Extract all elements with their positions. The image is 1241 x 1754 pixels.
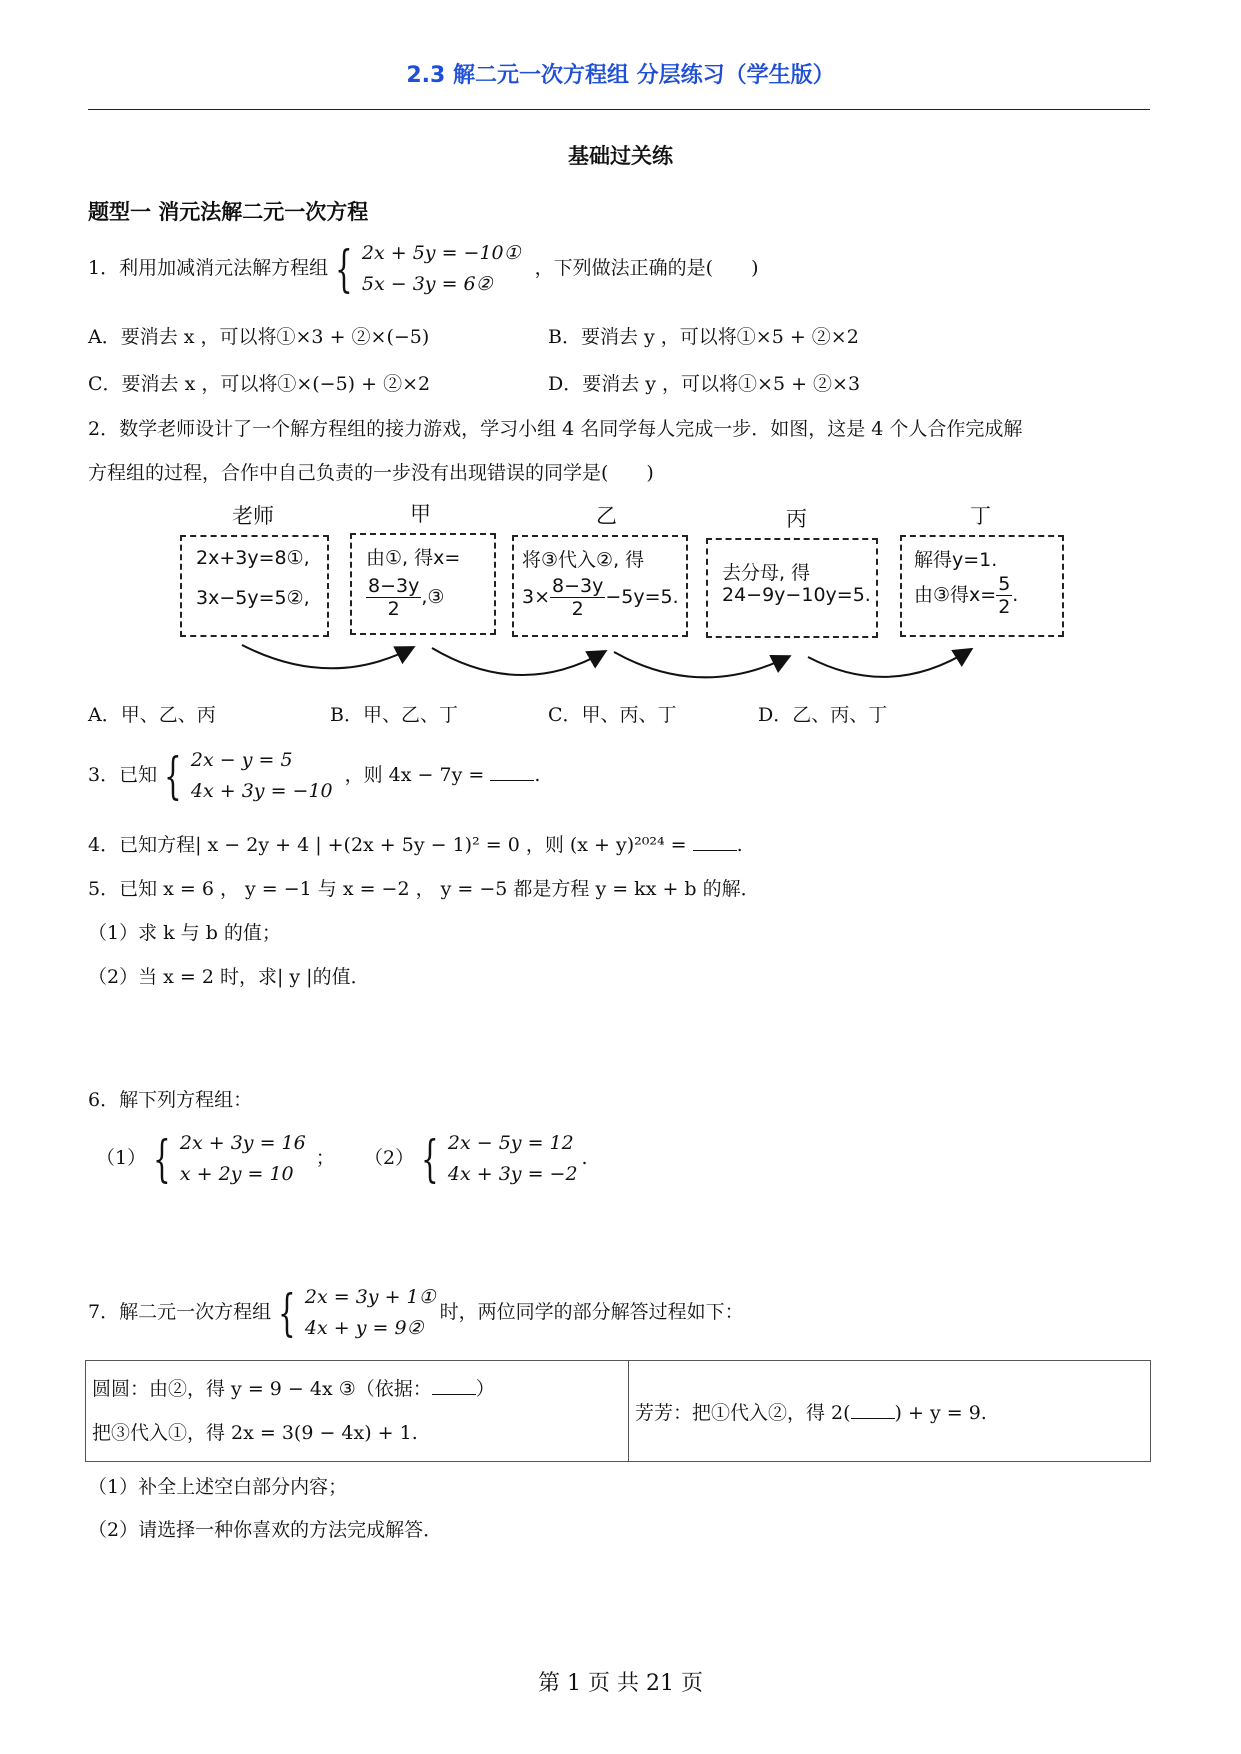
q2-option-d[interactable]: D．乙、丙、丁 xyxy=(758,704,888,726)
ding-den: 2 xyxy=(998,596,1011,618)
q7-prefix: 7．解二元一次方程组 xyxy=(88,1301,272,1323)
q6-system-1: （1） { 2x + 3y = 16 x + 2y = 10 ； xyxy=(96,1130,335,1188)
q7-fangfang-cell xyxy=(629,1361,1151,1462)
q7-substitution-blank[interactable] xyxy=(851,1400,895,1419)
q6-s2-eq2: 4x + 3y = −2 xyxy=(447,1163,578,1185)
q1-system: { 2x + 5y = −10① 5x − 3y = 6② xyxy=(335,240,521,298)
arrow-teacher-to-jia xyxy=(242,645,412,668)
q6-system-2: （2） { 2x − 5y = 12 4x + 3y = −2 . xyxy=(364,1130,588,1188)
q1-option-d[interactable]: D．要消去 y ，可以将①×5 + ②×3 xyxy=(548,373,861,395)
q4-text: 4．已知方程| x − 2y + 4 | +(2x + 5y − 1)² = 0 ，则 (x + y)²⁰²⁴ = xyxy=(88,834,687,856)
q2-option-b[interactable]: B．甲、乙、丁 xyxy=(330,704,458,726)
q7-eq2: 4x + y = 9② xyxy=(304,1317,424,1339)
q7-basis-blank[interactable] xyxy=(432,1376,476,1395)
q6-s1-label: （1） xyxy=(96,1147,147,1169)
q2-line-1: 2．数学老师设计了一个解方程组的接力游戏，学习小组 4 名同学每人完成一步．如图，这是 4 个人合作完成解 xyxy=(88,418,1023,440)
ding-post: . xyxy=(1012,584,1019,606)
jia-den: 2 xyxy=(387,598,400,620)
teacher-eq2: 3x−5y=5②, xyxy=(196,587,310,609)
bing-line-1: 去分母, 得 xyxy=(722,562,811,584)
step-name-teacher: 老师 xyxy=(232,504,274,528)
page-footer: 第 1 页 共 21 页 xyxy=(538,1671,703,1696)
yi-post: −5y=5. xyxy=(605,586,679,608)
step-name-bing: 丙 xyxy=(786,507,807,531)
q3-suffix: ，则 4x − 7y = xyxy=(344,764,485,786)
q7-eq1: 2x = 3y + 1① xyxy=(304,1286,436,1308)
step-name-jia: 甲 xyxy=(410,502,431,526)
ding-num: 5 xyxy=(998,573,1011,595)
q4-answer-blank[interactable] xyxy=(693,832,737,851)
page-title: 2.3 解二元一次方程组 分层练习（学生版） xyxy=(406,63,835,88)
q4-end: . xyxy=(736,834,743,856)
q7-left-line-1: 圆圆：由②，得 y = 9 − 4x ③（依据： xyxy=(92,1378,432,1400)
q7-part-1: （1）补全上述空白部分内容； xyxy=(88,1476,348,1498)
q3-system: { 2x − y = 5 4x + 3y = −10 xyxy=(164,747,333,805)
question-4 xyxy=(88,830,743,857)
q7-solution-table xyxy=(85,1360,1151,1462)
q5-part-2: （2）当 x = 2 时，求| y |的值． xyxy=(88,966,370,988)
q5-part-1: （1）求 k 与 b 的值； xyxy=(88,922,281,944)
q7-right-text-a: 芳芳：把①代入②，得 2( xyxy=(635,1401,851,1424)
yi-line: 将③代入②, 得 xyxy=(522,549,645,571)
arrow-bing-to-ding xyxy=(808,650,970,677)
q7-part-2: （2）请选择一种你喜欢的方法完成解答． xyxy=(88,1519,443,1541)
jia-num: 8−3y xyxy=(368,575,420,597)
relay-arrows xyxy=(0,0,1241,700)
yi-pre: 3× xyxy=(522,586,551,608)
jia-line: 由①, 得x= xyxy=(366,547,461,569)
q3-eq1: 2x − y = 5 xyxy=(190,749,293,771)
arrow-jia-to-yi xyxy=(432,648,604,675)
q3-prefix: 3．已知 xyxy=(88,764,158,786)
yi-den: 2 xyxy=(571,598,584,620)
q7-system: { 2x = 3y + 1① 4x + y = 9② xyxy=(278,1284,436,1342)
q2-line-2: 方程组的过程，合作中自己负责的一步没有出现错误的同学是( ) xyxy=(88,462,654,484)
step-name-ding: 丁 xyxy=(970,504,991,528)
q1-option-b[interactable]: B．要消去 y ，可以将①×5 + ②×2 xyxy=(548,326,859,348)
section-title: 基础过关练 xyxy=(568,144,673,168)
q1-option-a[interactable]: A．要消去 x ，可以将①×3 + ②×(−5) xyxy=(88,326,430,348)
q6-text: 6．解下列方程组： xyxy=(88,1089,253,1111)
q1-eq2: 5x − 3y = 6② xyxy=(361,273,493,295)
ding-line-1: 解得y=1. xyxy=(914,549,998,571)
q3-eq2: 4x + 3y = −10 xyxy=(190,780,333,802)
q6-s2-end: . xyxy=(581,1147,588,1169)
question-7 xyxy=(88,1282,744,1344)
step-name-yi: 乙 xyxy=(596,504,617,528)
q2-option-a[interactable]: A．甲、乙、丙 xyxy=(88,704,216,726)
q6-s2-eq1: 2x − 5y = 12 xyxy=(447,1132,574,1154)
q5-text: 5．已知 x = 6 ， y = −1 与 x = −2 ， y = −5 都是方程 y = kx + b 的解． xyxy=(88,878,760,900)
q7-yuanyuan-cell xyxy=(86,1361,629,1462)
q1-prefix: 1．利用加减消元法解方程组 xyxy=(88,257,329,279)
q7-suffix: 时，两位同学的部分解答过程如下： xyxy=(439,1301,744,1323)
jia-tail: ,③ xyxy=(421,586,445,608)
q1-suffix: ，下列做法正确的是( ) xyxy=(534,257,759,279)
arrow-yi-to-bing xyxy=(614,652,788,677)
q6-s1-eq1: 2x + 3y = 16 xyxy=(179,1132,306,1154)
q6-s1-eq2: x + 2y = 10 xyxy=(179,1163,294,1185)
q7-right-text-b: ) + y = 9. xyxy=(894,1401,987,1424)
q7-left-line-1-end: ） xyxy=(475,1378,495,1400)
q6-s2-label: （2） xyxy=(364,1147,415,1169)
ding-pre: 由③得x= xyxy=(914,584,997,606)
type-heading: 题型一 消元法解二元一次方程 xyxy=(88,200,369,224)
question-3 xyxy=(88,745,540,807)
yi-num: 8−3y xyxy=(552,575,604,597)
q7-left-line-2: 把③代入①，得 2x = 3(9 − 4x) + 1. xyxy=(92,1422,418,1444)
q1-option-c[interactable]: C．要消去 x ，可以将①×(−5) + ②×2 xyxy=(88,373,431,395)
bing-line-2: 24−9y−10y=5. xyxy=(722,584,871,606)
q6-s1-end: ； xyxy=(315,1147,335,1169)
q2-option-c[interactable]: C．甲、丙、丁 xyxy=(548,704,677,726)
teacher-eq1: 2x+3y=8①, xyxy=(196,547,310,569)
q3-answer-blank[interactable] xyxy=(490,762,534,781)
q1-eq1: 2x + 5y = −10① xyxy=(361,242,521,264)
q3-end: . xyxy=(534,764,541,786)
